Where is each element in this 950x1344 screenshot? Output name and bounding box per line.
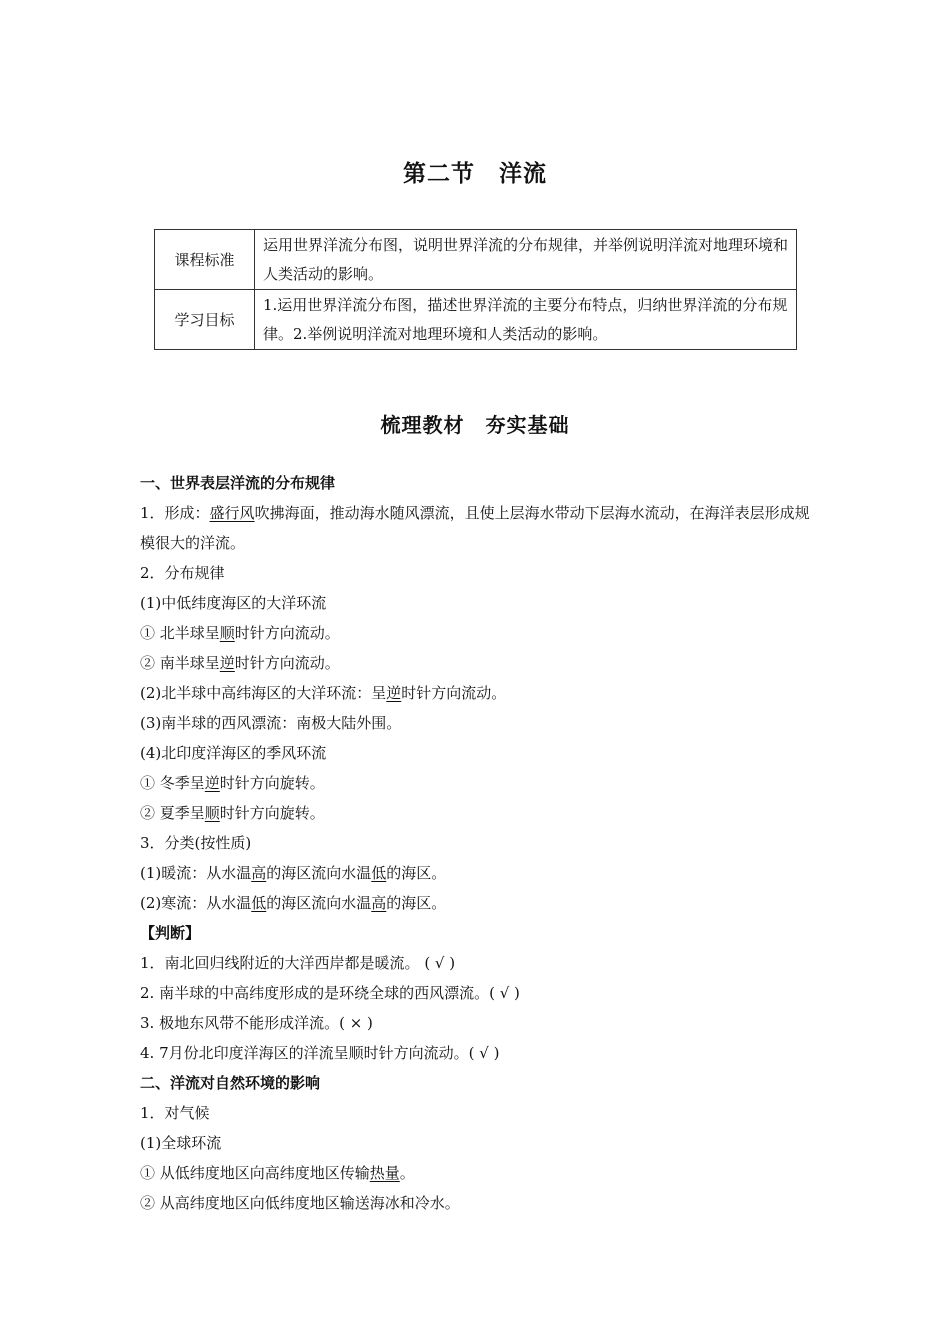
text: ① 冬季呈: [140, 774, 205, 792]
page-title: 第二节 洋流: [403, 161, 547, 187]
text: 时针方向流动。: [234, 654, 340, 672]
row-text: 运用世界洋流分布图，说明世界洋流的分布规律，并举例说明洋流对地理环境和人类活动的影响。: [255, 230, 797, 290]
answer-blank: 逆: [219, 654, 235, 672]
text: 的海区流向水温: [266, 864, 372, 882]
text: 吹拂海面，推动海水随风漂流，且使上层海水带动下层海水流动，在海洋表层形成规模很大的洋流。: [140, 504, 810, 552]
text: 时针方向旋转。: [219, 804, 325, 822]
text: 的海区流向水温: [266, 894, 372, 912]
table-row: [155, 290, 797, 350]
table-row: [155, 230, 797, 290]
section-title: 梳理教材 夯实基础: [380, 413, 570, 437]
part1-heading: 一、世界表层洋流的分布规律: [140, 474, 336, 492]
text: 的海区。: [386, 894, 447, 912]
d3-line: (3)南半球的西风漂流：南极大陆外围。: [140, 714, 402, 732]
cold-line: [140, 888, 812, 918]
text: 1．形成：: [140, 504, 210, 522]
dist-heading: 2．分布规律: [140, 564, 225, 582]
text: ① 北半球呈: [140, 624, 220, 642]
answer-blank: 高: [251, 864, 267, 882]
answer-blank: 顺: [219, 624, 235, 642]
judge-item: 2. 南半球的中高纬度形成的是环绕全球的西风漂流。( √ ): [140, 984, 520, 1002]
text: ② 南半球呈: [140, 654, 220, 672]
d4b-line: [140, 798, 812, 828]
d4a-line: [140, 768, 812, 798]
text: 的海区。: [386, 864, 447, 882]
text: ② 夏季呈: [140, 804, 205, 822]
answer-blank: 顺: [204, 804, 220, 822]
text: 。: [399, 1164, 415, 1182]
text: ① 从低纬度地区向高纬度地区传输: [140, 1164, 370, 1182]
d2-line: [140, 678, 812, 708]
answer-blank: 逆: [204, 774, 220, 792]
formation-line: [140, 498, 812, 558]
row-label: 学习目标: [155, 290, 255, 350]
d4-line: (4)北印度洋海区的季风环流: [140, 744, 327, 762]
answer-blank: 逆: [386, 684, 402, 702]
d1-line: (1)中低纬度海区的大洋环流: [140, 594, 327, 612]
global-line: (1)全球环流: [140, 1134, 222, 1152]
text: (2)寒流：从水温: [140, 894, 252, 912]
answer-blank: 盛行风: [209, 504, 255, 522]
curriculum-table: [154, 229, 797, 350]
climate-line: 1．对气候: [140, 1104, 210, 1122]
content-body: [140, 468, 812, 1218]
g1-line: [140, 1158, 812, 1188]
warm-line: [140, 858, 812, 888]
g2-line: ② 从高纬度地区向低纬度地区输送海冰和冷水。: [140, 1194, 460, 1212]
text: 时针方向流动。: [234, 624, 340, 642]
part2-heading: 二、洋流对自然环境的影响: [140, 1074, 321, 1092]
judge-item: 4. 7月份北印度洋海区的洋流呈顺时针方向流动。( √ ): [140, 1044, 500, 1062]
text: 时针方向旋转。: [219, 774, 325, 792]
text: (2)北半球中高纬海区的大洋环流：呈: [140, 684, 387, 702]
text: 时针方向流动。: [401, 684, 507, 702]
answer-blank: 热量: [369, 1164, 400, 1182]
row-text: 1.运用世界洋流分布图，描述世界洋流的主要分布特点，归纳世界洋流的分布规律。2.举例说明洋流对地理环境和人类活动的影响。: [255, 290, 797, 350]
d1b-line: [140, 648, 812, 678]
text: (1)暖流：从水温: [140, 864, 252, 882]
class-heading: 3．分类(按性质): [140, 834, 252, 852]
answer-blank: 低: [251, 894, 267, 912]
row-label: 课程标准: [155, 230, 255, 290]
answer-blank: 高: [371, 894, 387, 912]
d1a-line: [140, 618, 812, 648]
judge-item: 3. 极地东风带不能形成洋流。( × ): [140, 1014, 373, 1032]
judge-heading: 【判断】: [140, 924, 201, 942]
answer-blank: 低: [371, 864, 387, 882]
judge-item: 1．南北回归线附近的大洋西岸都是暖流。 ( √ ): [140, 954, 456, 972]
